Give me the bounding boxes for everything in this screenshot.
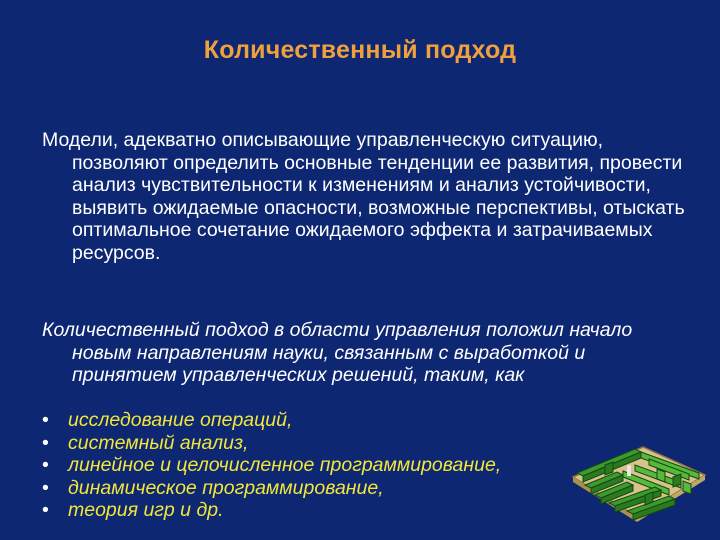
body-paragraph-quantitative-approach: Количественный подход в области управления положил начало новым направлениям науки, связанным с выработкой и принятием управленческих решений, таким, как [42,319,633,386]
list-item-text: исследование операций, [68,409,293,431]
list-item [42,499,501,522]
list-item-text: системный анализ, [68,431,249,454]
list-item [42,454,501,477]
bullet-list [42,409,501,522]
list-item [42,409,501,432]
list-item [42,477,501,500]
list-item-text: теория игр и др. [68,499,224,521]
bullet-dot: • [42,431,49,454]
bullet-dot: • [42,476,49,499]
slide-title: Количественный подход [203,36,517,64]
green-maze-icon [565,425,710,525]
body-paragraph-models: Модели, адекватно описывающие управленческую ситуацию, позволяют определить основные тенденции ее развития, провести анализ чувствительности к изменениям и анализ устойчивости, выявить ожидаемые опасности, возможные перспективы, отыскать оптимальное сочетание ожидаемого эффекта и затрачиваемых ресурсов. [42,129,685,264]
list-item-text: динамическое программирование, [68,476,384,499]
bullet-dot: • [42,454,49,476]
list-item [42,432,501,455]
list-item-text: линейное и целочисленное программирование, [68,454,502,476]
bullet-dot: • [42,409,49,431]
bullet-dot: • [42,499,49,521]
